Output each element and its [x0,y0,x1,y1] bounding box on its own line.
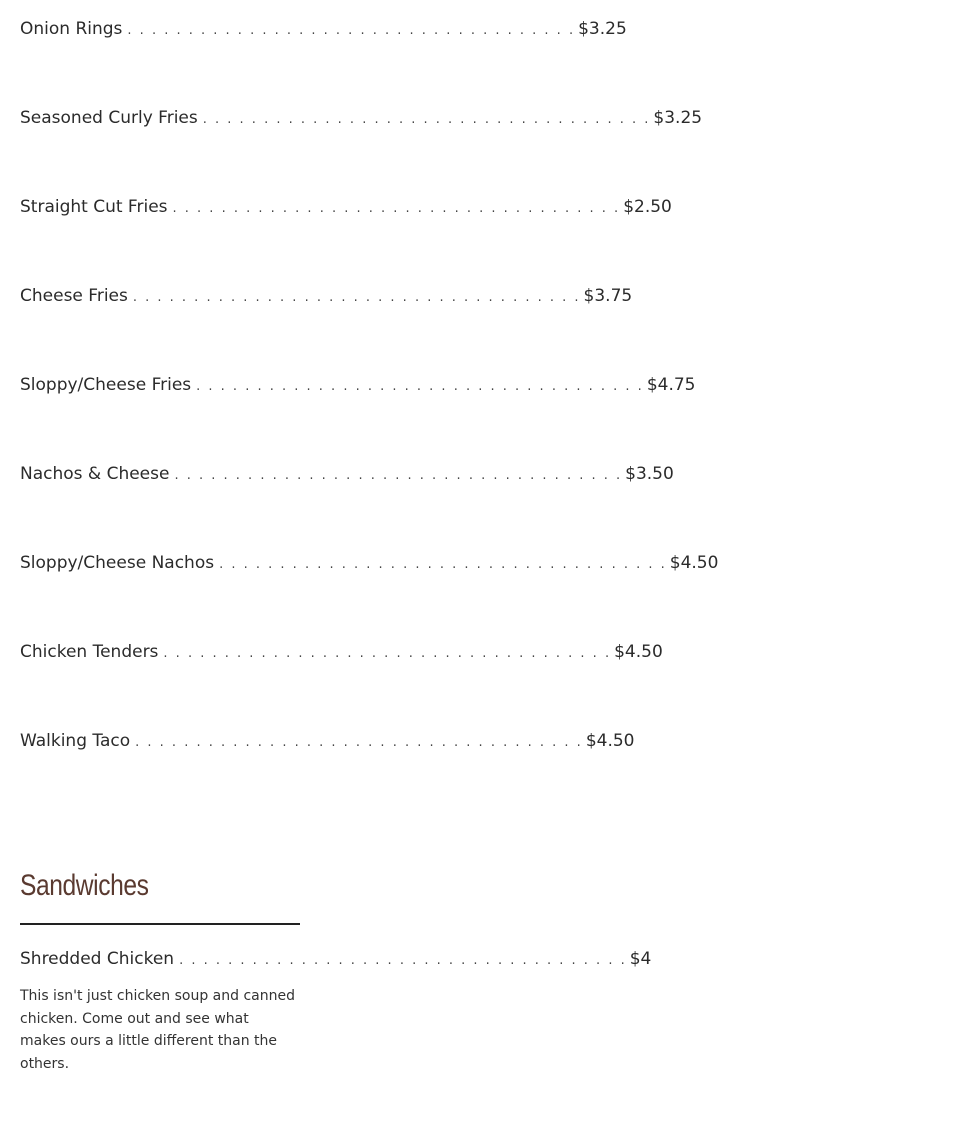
item-name: Walking Taco [20,731,131,751]
menu-item-sloppy-cheese-nachos [20,551,719,575]
item-price: $4.50 [614,642,663,662]
menu-item-walking-taco [20,729,635,753]
dot-leader: . . . . . . . . . . . . . . . . . . . . . . . . . . . . . . . . . . . . . [127,23,576,38]
menu-item-nachos-cheese [20,462,674,486]
item-name: Straight Cut Fries [20,197,168,217]
menu-item-straight-cut-fries [20,195,672,219]
dot-leader: . . . . . . . . . . . . . . . . . . . . . . . . . . . . . . . . . . . . . [174,468,623,483]
item-price: $3.25 [578,19,627,39]
menu-item-cheese-fries [20,284,633,308]
dot-leader: . . . . . . . . . . . . . . . . . . . . . . . . . . . . . . . . . . . . . [163,646,612,661]
item-price: $3.75 [583,286,633,306]
item-description: This isn't just chicken soup and canned chicken. Come out and see what makes ours a little different than the others. [20,988,295,1072]
menu-item-onion-rings [20,17,627,41]
item-name: Seasoned Curly Fries [20,108,198,128]
dot-leader: . . . . . . . . . . . . . . . . . . . . . . . . . . . . . . . . . . . . . [179,953,627,968]
dot-leader: . . . . . . . . . . . . . . . . . . . . . . . . . . . . . . . . . . . . . [132,290,581,305]
menu-item-shredded-chicken [20,947,652,971]
menu-item-seasoned-curly-fries [20,106,703,130]
menu-item-sloppy-cheese-fries [20,373,696,397]
item-name: Cheese Fries [20,286,128,306]
dot-leader: . . . . . . . . . . . . . . . . . . . . . . . . . . . . . . . . . . . . . [196,379,644,394]
item-name: Onion Rings [20,19,123,39]
dot-leader: . . . . . . . . . . . . . . . . . . . . . . . . . . . . . . . . . . . . . [219,557,667,572]
section-title-sandwiches: Sandwiches [20,869,149,902]
item-price: $4 [629,949,652,969]
item-price: $2.50 [623,197,672,217]
item-name: Chicken Tenders [20,642,159,662]
dot-leader: . . . . . . . . . . . . . . . . . . . . . . . . . . . . . . . . . . . . . [172,201,621,216]
dot-leader: . . . . . . . . . . . . . . . . . . . . . . . . . . . . . . . . . . . . . [135,735,583,750]
item-name: Sloppy/Cheese Fries [20,375,192,395]
item-name: Sloppy/Cheese Nachos [20,553,215,573]
item-price: $3.25 [653,108,703,128]
dot-leader: . . . . . . . . . . . . . . . . . . . . . . . . . . . . . . . . . . . . . [202,112,651,127]
item-price: $4.75 [646,375,696,395]
item-price: $4.50 [585,731,635,751]
menu-item-chicken-tenders [20,640,663,664]
item-price: $3.50 [625,464,674,484]
item-name: Nachos & Cheese [20,464,170,484]
item-name: Shredded Chicken [20,949,175,969]
item-price: $4.50 [669,553,719,573]
section-divider [20,923,300,925]
